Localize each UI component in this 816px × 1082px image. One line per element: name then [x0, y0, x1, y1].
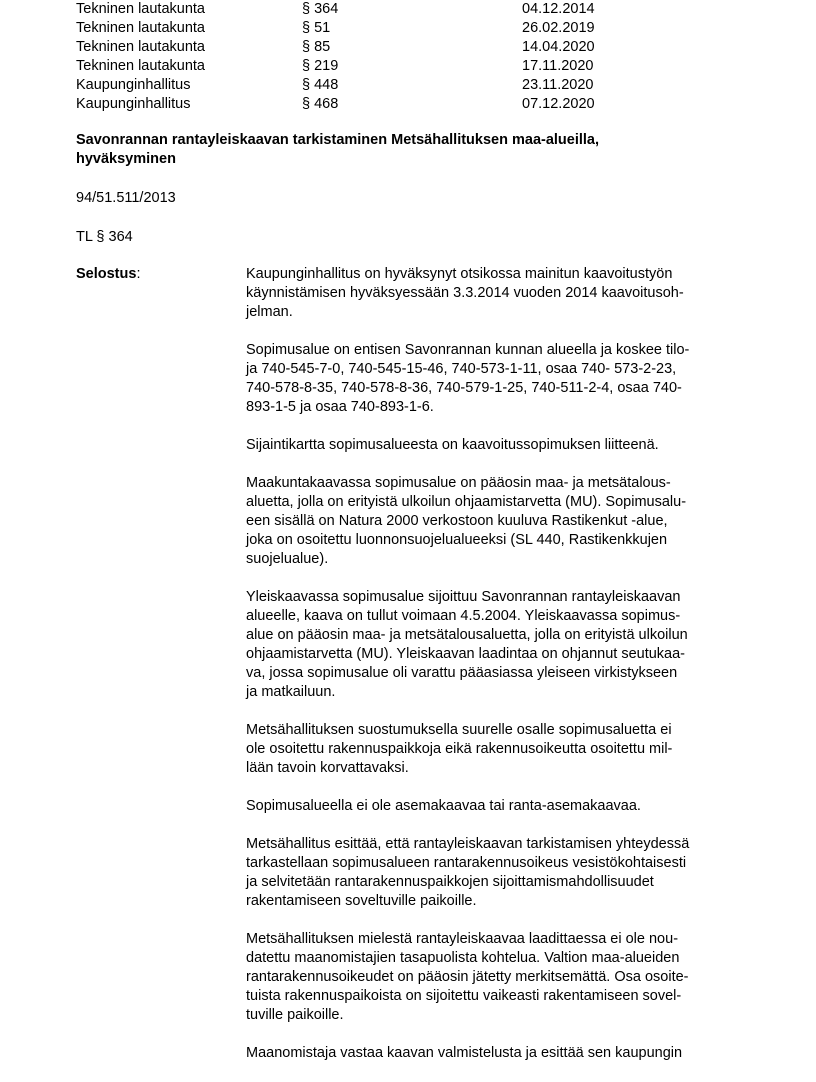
- history-paragraph: § 468: [302, 96, 339, 112]
- history-body: Tekninen lautakunta: [76, 58, 205, 74]
- body-line: alueelle, kaava on tullut voimaan 4.5.2004. Yleiskaavassa sopimus-: [246, 608, 681, 624]
- body-line: Yleiskaavassa sopimusalue sijoittuu Savonrannan rantayleiskaavan: [246, 589, 681, 605]
- history-row: [76, 57, 696, 76]
- body-line: ole osoitettu rakennuspaikkoja eikä rakennusoikeutta osoitettu mil-: [246, 741, 673, 757]
- title-line: Savonrannan rantayleiskaavan tarkistaminen Metsähallituksen maa-alueilla,: [76, 132, 600, 148]
- body-line: rakentamiseen soveltuville paikoille.: [246, 893, 477, 909]
- body-line: tuville paikoille.: [246, 1007, 344, 1023]
- history-body: Tekninen lautakunta: [76, 39, 205, 55]
- history-date: 17.11.2020: [522, 58, 594, 74]
- body-line: tuista rakennuspaikoista on sijoitettu vaikeasti rakentamiseen sovel-: [246, 988, 682, 1004]
- selostus-body: [246, 265, 746, 1082]
- body-line: rantarakennusoikeudet on pääosin jätetty merkitsemättä. Osa osoite-: [246, 969, 689, 985]
- history-row: [76, 38, 696, 57]
- body-paragraph: [246, 265, 746, 322]
- body-line: 740-578-8-35, 740-578-8-36, 740-579-1-25, 740-511-2-4, osaa 740-: [246, 380, 682, 396]
- history-paragraph: § 364: [302, 1, 339, 17]
- body-line: käynnistämisen hyväksyessään 3.3.2014 vuoden 2014 kaavoitusoh-: [246, 285, 684, 301]
- history-date: 23.11.2020: [522, 77, 594, 93]
- body-paragraph: [246, 588, 746, 702]
- body-paragraph: [246, 341, 746, 417]
- body-paragraph: [246, 835, 746, 911]
- body-line: ja selvitetään rantarakennuspaikkojen sijoittamismahdollisuudet: [246, 874, 654, 890]
- document-title: [76, 131, 716, 169]
- history-body: Kaupunginhallitus: [76, 96, 191, 112]
- body-line: ja matkailuun.: [246, 684, 336, 700]
- body-line: Maanomistaja vastaa kaavan valmistelusta ja esittää sen kaupungin: [246, 1045, 683, 1061]
- selostus-label-colon: :: [136, 266, 141, 282]
- history-body: Tekninen lautakunta: [76, 1, 205, 17]
- history-row: [76, 0, 696, 19]
- history-row: [76, 76, 696, 95]
- body-paragraph: [246, 474, 746, 569]
- body-line: joka on osoitettu luonnonsuojelualueeksi (SL 440, Rastikenkkujen: [246, 532, 668, 548]
- body-line: Maakuntakaavassa sopimusalue on pääosin maa- ja metsätalous-: [246, 475, 671, 491]
- body-paragraph: [246, 721, 746, 778]
- body-paragraph: [246, 436, 746, 455]
- decision-history-table: [76, 0, 696, 114]
- history-body: Tekninen lautakunta: [76, 20, 205, 36]
- body-paragraph: [246, 1044, 746, 1063]
- history-body: Kaupunginhallitus: [76, 77, 191, 93]
- body-line: aluetta, jolla on erityistä ulkoilun ohjaamistarvetta (MU). Sopimusalu-: [246, 494, 687, 510]
- history-row: [76, 19, 696, 38]
- body-line: lään tavoin korvattavaksi.: [246, 760, 409, 776]
- selostus-label-text: Selostus: [76, 266, 137, 282]
- body-line: ohjaamistarvetta (MU). Yleiskaavan laadintaa on ohjannut seutukaa-: [246, 646, 686, 662]
- history-row: [76, 95, 696, 114]
- body-line: tarkastellaan sopimusalueen rantarakennusoikeus vesistökohtaisesti: [246, 855, 687, 871]
- body-line: datettu maanomistajien tasapuolista kohtelua. Valtion maa-alueiden: [246, 950, 680, 966]
- history-date: 04.12.2014: [522, 1, 595, 17]
- body-line: va, jossa sopimusalue oli varattu pääasiassa yleiseen virkistykseen: [246, 665, 678, 681]
- reference-paragraph: TL § 364: [76, 229, 133, 245]
- history-paragraph: § 51: [302, 20, 331, 36]
- body-line: Sijaintikartta sopimusalueesta on kaavoitussopimuksen liitteenä.: [246, 437, 659, 453]
- title-line: hyväksyminen: [76, 151, 176, 167]
- document-number: 94/51.511/2013: [76, 190, 176, 206]
- body-line: jelman.: [246, 304, 293, 320]
- history-paragraph: § 448: [302, 77, 339, 93]
- history-date: 14.04.2020: [522, 39, 595, 55]
- body-line: Metsähallitus esittää, että rantayleiskaavan tarkistamisen yhteydessä: [246, 836, 690, 852]
- body-line: Kaupunginhallitus on hyväksynyt otsikossa mainitun kaavoitustyön: [246, 266, 673, 282]
- history-date: 07.12.2020: [522, 96, 595, 112]
- body-line: Metsähallituksen suostumuksella suurelle osalle sopimusaluetta ei: [246, 722, 672, 738]
- history-paragraph: § 219: [302, 58, 339, 74]
- selostus-label: [76, 265, 140, 284]
- body-line: Sopimusalue on entisen Savonrannan kunnan alueella ja koskee tilo-: [246, 342, 690, 358]
- body-line: 893-1-5 ja osaa 740-893-1-6.: [246, 399, 434, 415]
- body-line: suojelualue).: [246, 551, 329, 567]
- body-line: ja 740-545-7-0, 740-545-15-46, 740-573-1-11, osaa 740- 573-2-23,: [246, 361, 677, 377]
- body-paragraph: [246, 797, 746, 816]
- body-line: Metsähallituksen mielestä rantayleiskaavaa laadittaessa ei ole nou-: [246, 931, 679, 947]
- body-line: alue on pääosin maa- ja metsätalousaluetta, jolla on erityistä ulkoilun: [246, 627, 688, 643]
- body-line: een sisällä on Natura 2000 verkostoon kuuluva Rastikenkut -alue,: [246, 513, 668, 529]
- history-date: 26.02.2019: [522, 20, 595, 36]
- body-line: Sopimusalueella ei ole asemakaavaa tai ranta-asemakaavaa.: [246, 798, 641, 814]
- history-paragraph: § 85: [302, 39, 331, 55]
- body-paragraph: [246, 930, 746, 1025]
